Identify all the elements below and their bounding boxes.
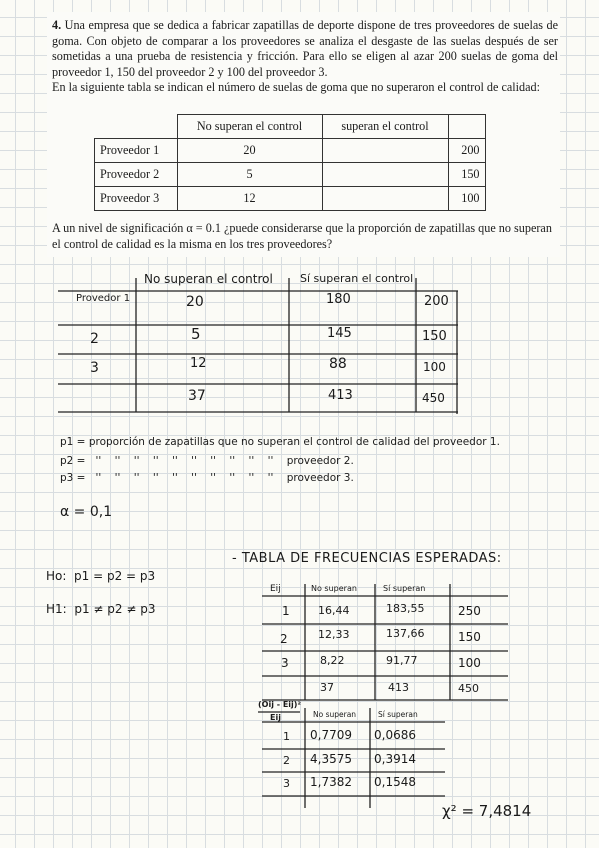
col-header-no: No superan el control: [177, 115, 322, 139]
hw-col-header-no: No superan el control: [144, 272, 273, 286]
hw-col-header-si: Sí superan el control: [300, 272, 414, 285]
hw-row-label: Provedor 1: [76, 293, 131, 304]
table-row: Proveedor 2 5 150: [95, 163, 486, 187]
problem-number: 4.: [52, 18, 62, 32]
alpha-value: α = 0,1: [60, 504, 113, 520]
col-header-si: superan el control: [322, 115, 448, 139]
definition-p1: p1 = proporción de zapatillas que no superan el control de calidad del proveedor 1.: [60, 436, 500, 448]
table-row: Proveedor 3 12 100: [95, 187, 486, 211]
alternative-hypothesis: H1: p1 ≠ p2 ≠ p3: [46, 602, 156, 616]
table-row: Proveedor 1 20 200: [95, 139, 486, 163]
problem-question: A un nivel de significación α = 0.1 ¿puede considerarse que la proporción de zapatillas que no superan el control de calidad es la misma en los tres proveedores?: [52, 221, 552, 251]
problem-intro: Una empresa que se dedica a fabricar zapatillas de deporte dispone de tres proveedores de suelas de goma. Con objeto de comparar a los proveedores se analiza el desgaste de las suelas después de ser sometidas a una prueba de resistencia y fricción. Para ello se eligen al azar 200 suelas de goma del proveedor 1, 150 del proveedor 2 y 100 del proveedor 3.: [52, 18, 558, 79]
problem-table-intro: En la siguiente tabla se indican el número de suelas de goma que no superaron el control de calidad:: [52, 80, 541, 94]
expected-corner: Eij: [270, 584, 281, 594]
definition-p2: p2 = '' '' '' '' '' '' '' '' '' '' proveedor 2.: [60, 455, 354, 467]
chi-square-result: χ² = 7,4814: [442, 802, 532, 820]
chi-corner-bottom: Eij: [270, 713, 281, 722]
null-hypothesis: Ho: p1 = p2 = p3: [46, 569, 156, 583]
definition-p3: p3 = '' '' '' '' '' '' '' '' '' '' proveedor 3.: [60, 472, 354, 484]
chi-corner-top: (Oij - Eij)²: [258, 700, 301, 709]
expected-table-title: - TABLA DE FRECUENCIAS ESPERADAS:: [232, 551, 502, 566]
